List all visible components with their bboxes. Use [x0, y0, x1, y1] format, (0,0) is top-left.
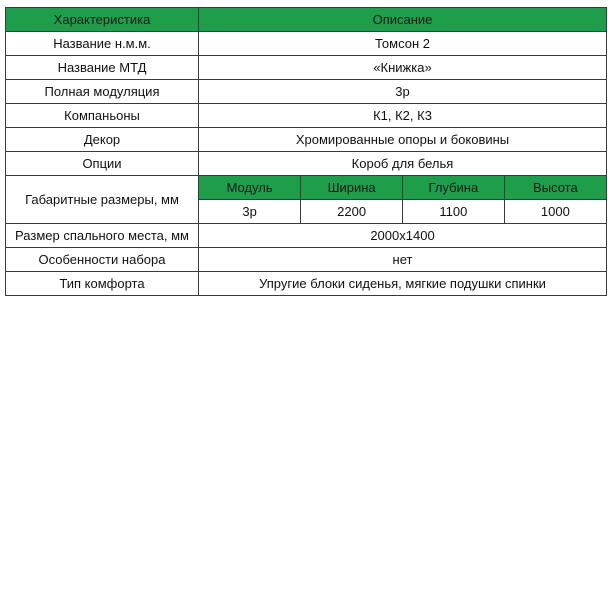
spec-table [5, 7, 607, 296]
dimensions-row [6, 176, 607, 224]
row-label: Компаньоны [6, 104, 199, 128]
table-row [6, 56, 607, 80]
row-label: Размер спального места, мм [6, 224, 199, 248]
row-label: Полная модуляция [6, 80, 199, 104]
dim-header-width: Ширина [301, 176, 403, 200]
dim-header-height: Высота [504, 176, 606, 200]
row-label: Опции [6, 152, 199, 176]
dim-value-height: 1000 [504, 200, 606, 224]
row-label: Название н.м.м. [6, 32, 199, 56]
row-label: Особенности набора [6, 248, 199, 272]
table-row [6, 128, 607, 152]
header-characteristic: Характеристика [6, 8, 199, 32]
row-value: К1, К2, К3 [199, 104, 607, 128]
dim-header-module: Модуль [199, 176, 301, 200]
row-value: «Книжка» [199, 56, 607, 80]
table-row [6, 104, 607, 128]
dim-value-module: 3р [199, 200, 301, 224]
header-row [6, 8, 607, 32]
dim-value-depth: 1100 [403, 200, 505, 224]
dimensions-value-row [199, 200, 606, 224]
table-row [6, 152, 607, 176]
row-value: Хромированные опоры и боковины [199, 128, 607, 152]
row-value: Упругие блоки сиденья, мягкие подушки спинки [199, 272, 607, 296]
dimensions-table [199, 176, 606, 223]
row-value: Короб для белья [199, 152, 607, 176]
dim-value-width: 2200 [301, 200, 403, 224]
table-row [6, 224, 607, 248]
row-value: 3р [199, 80, 607, 104]
row-value: 2000x1400 [199, 224, 607, 248]
row-label: Тип комфорта [6, 272, 199, 296]
table-row [6, 32, 607, 56]
row-value: Томсон 2 [199, 32, 607, 56]
dim-header-depth: Глубина [403, 176, 505, 200]
row-value: нет [199, 248, 607, 272]
dimensions-header-row [199, 176, 606, 200]
table-row [6, 272, 607, 296]
row-label: Название МТД [6, 56, 199, 80]
dimensions-label: Габаритные размеры, мм [6, 176, 199, 224]
header-description: Описание [199, 8, 607, 32]
row-label: Декор [6, 128, 199, 152]
table-row [6, 248, 607, 272]
dimensions-cell [199, 176, 607, 224]
table-row [6, 80, 607, 104]
